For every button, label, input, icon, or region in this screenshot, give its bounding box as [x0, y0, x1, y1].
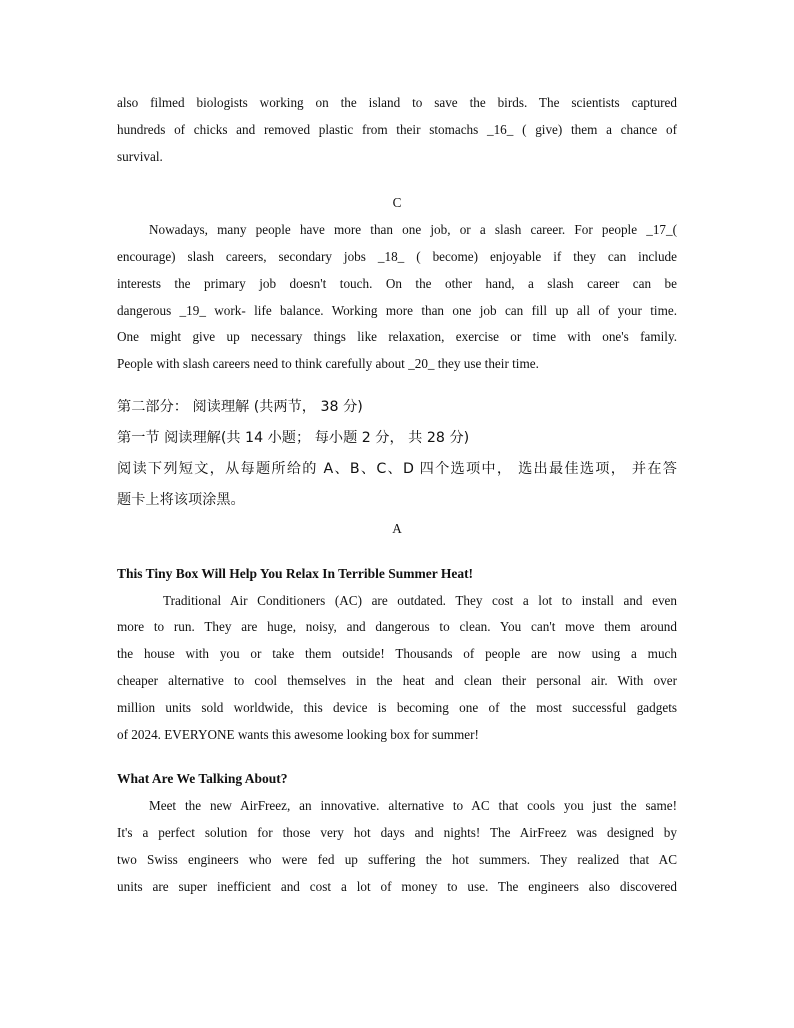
text-line: encourage) slash careers, secondary jobs _18_ ( become) enjoyable if they can include [117, 248, 677, 264]
text-line: It's a perfect solution for those very hot days and nights! The AirFreez was designed by [117, 824, 677, 840]
text-line: units are super inefficient and cost a lot of money to use. The engineers also discovered [117, 878, 677, 894]
passage-a-title: This Tiny Box Will Help You Relax In Terrible Summer Heat! [117, 565, 474, 581]
text-line: hundreds of chicks and removed plastic from their stomachs _16_ ( give) them a chance of [117, 121, 677, 137]
document-page [117, 90, 677, 900]
text-line: also filmed biologists working on the island to save the birds. The scientists captured [117, 95, 677, 110]
part-two-heading: 第二部分： 阅读理解 (共两节， 38 分) [117, 398, 363, 415]
section-c-paragraph [117, 217, 677, 378]
text-line: One might give up necessary things like relaxation, exercise or time with one's family. [117, 329, 677, 345]
section-one-heading: 第一节 阅读理解(共 14 小题； 每小题 2 分， 共 28 分) [117, 429, 470, 446]
text-line: Traditional Air Conditioners (AC) are outdated. They cost a lot to install and even [163, 592, 677, 608]
text-line: People with slash careers need to think carefully about _20_ they use their time. [117, 356, 539, 372]
text-line: Meet the new AirFreez, an innovative. alternative to AC that cools you just the same! [149, 798, 677, 814]
passage-b-ending [117, 90, 677, 170]
text-line: dangerous _19_ work- life balance. Working more than one job can fill up all of your time. [117, 302, 677, 318]
instruction-line: 题卡上将该项涂黑。 [117, 491, 245, 508]
text-line: cheaper alternative to cool themselves in the heat and clean their personal air. With over [117, 672, 677, 688]
text-line: more to run. They are huge, noisy, and dangerous to clean. You can't move them around [117, 619, 677, 635]
passage-a-subtitle: What Are We Talking About? [117, 771, 288, 787]
text-line: interests the primary job doesn't touch. On the other hand, a slash career can be [117, 275, 677, 291]
text-line: Nowadays, many people have more than one job, or a slash career. For people _17_( [149, 222, 677, 238]
passage-a-paragraph-1 [117, 588, 677, 749]
passage-a-paragraph-2 [117, 793, 677, 900]
text-line: two Swiss engineers who were fed up suffering the hot summers. They realized that AC [117, 851, 677, 867]
instruction-line: 阅读下列短文，从每题所给的 A、B、C、D 四个选项中， 选出最佳选项， 并在答 [117, 460, 677, 477]
text-line: survival. [117, 148, 163, 164]
instructions [117, 454, 677, 516]
passage-a-label: A [392, 520, 402, 536]
text-line: the house with you or take them outside! Thousands of people are now using a much [117, 646, 677, 662]
section-c-label: C [392, 195, 402, 211]
text-line: million units sold worldwide, this device is becoming one of the most successful gadgets [117, 699, 677, 715]
text-line: of 2024. EVERYONE wants this awesome looking box for summer! [117, 726, 479, 742]
